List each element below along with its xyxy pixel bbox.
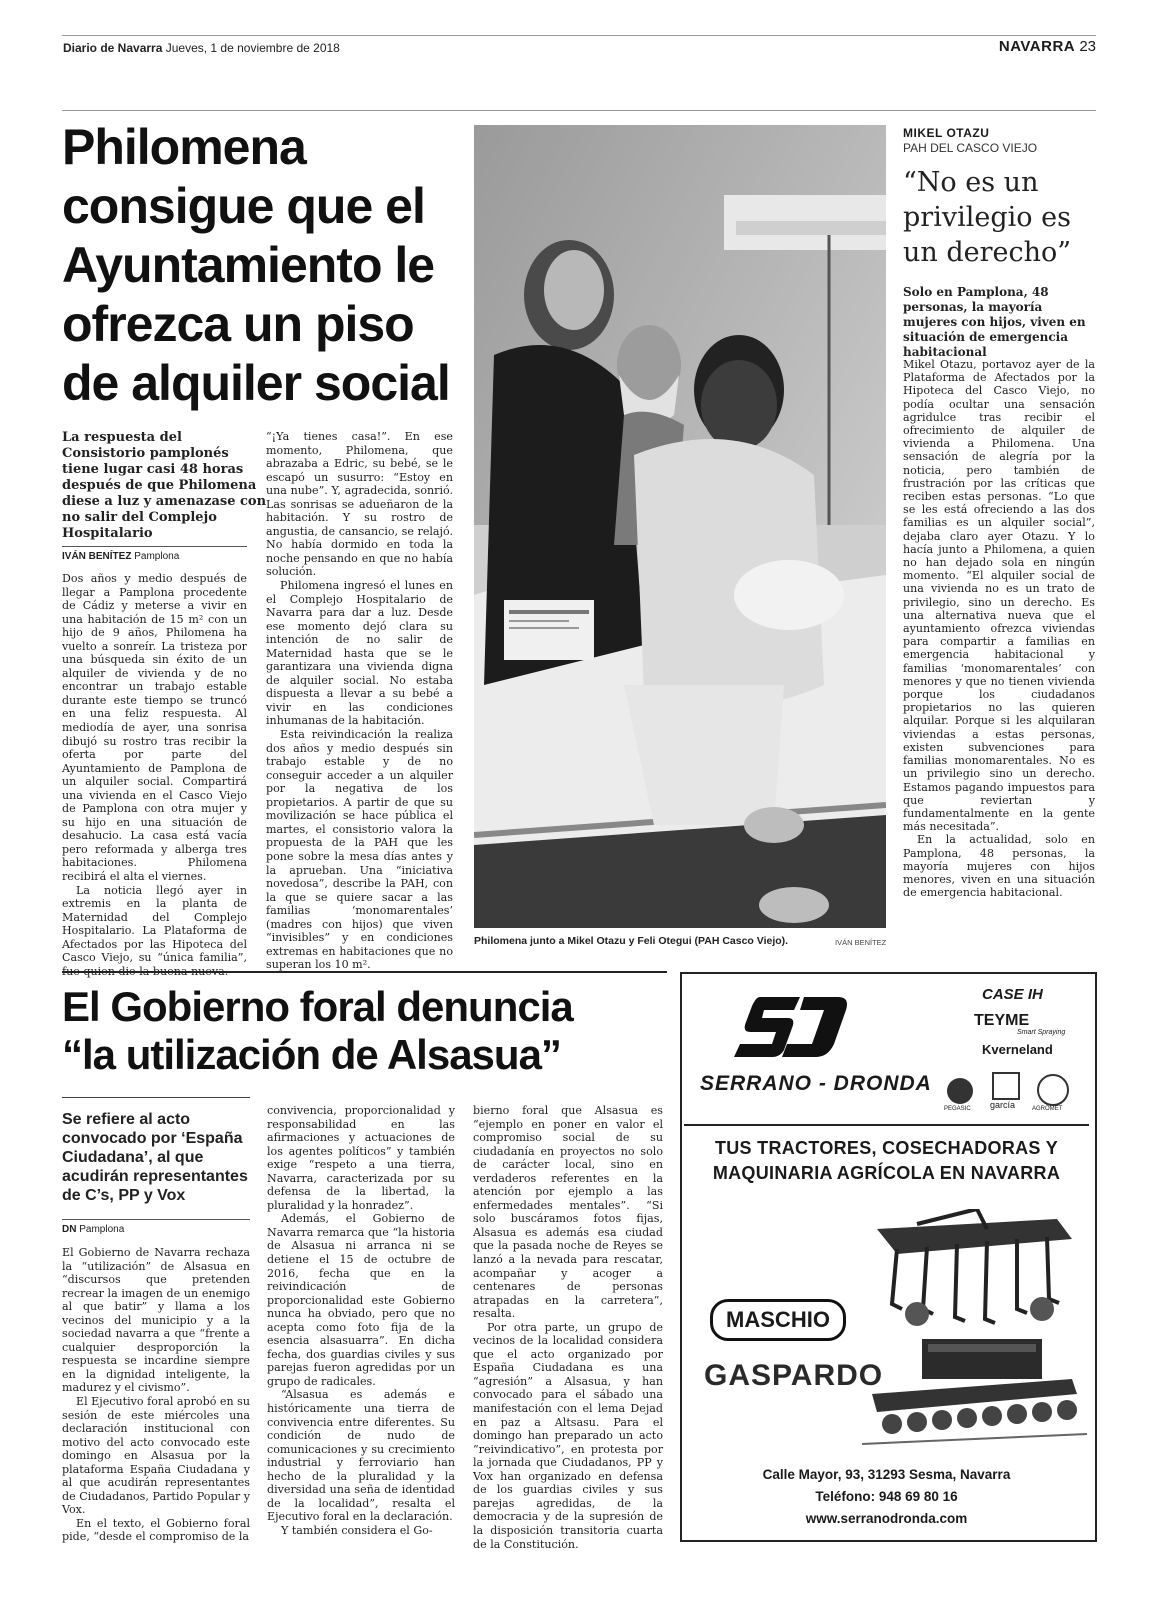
seeder-icon [862, 1334, 1087, 1454]
brand-gaspardo: GASPARDO [704, 1359, 884, 1392]
story1-column-1 [62, 572, 247, 978]
sidebar-quote: “No es un privilegio es un derecho” [903, 167, 1072, 268]
ad-divider [684, 1124, 1089, 1126]
sidebar-name: MIKEL OTAZU [903, 126, 990, 140]
garcia-logo-icon [992, 1072, 1020, 1100]
story1-col2-para: “¡Ya tienes casa!”. En ese momento, Philomena, que abrazaba a Edric, su bebé, se le escapó un susurro: “Estoy en una nube”. Y, agradecida, sonrió. Las sonrisas se adueñaron de la habitación. Y su rostro de angustia, de cansancio, se relajó. No había dormido en toda la noche pensando en que no había solución. [266, 430, 453, 579]
brand-garcia: garcía [990, 1100, 1016, 1110]
advertisement[interactable] [680, 972, 1097, 1542]
story1-dek: La respuesta del Consistorio pamplonés tiene lugar casi 48 horas después de que Philomena diese a luz y amenazase con no salir del Complejo Hospitalario [62, 430, 267, 541]
story2-headline-line: “la utilización de Alsasua” [62, 1031, 561, 1078]
hospital-photo [474, 125, 886, 928]
story2-col2-para: convivencia, proporcionalidad y responsabilidad en las afirmaciones y actuaciones de los agentes políticos” y también exige “respeto a una tierra, Navarra, caracterizada por su defensa de la libertad, la pluralidad y la honradez”. [267, 1104, 455, 1212]
section-divider [62, 971, 667, 973]
seeder-image [862, 1334, 1087, 1454]
story2-col3-para: Por otra parte, un grupo de vecinos de la localidad considera que el acto organizado por España Ciudadana es una “agresión” a Alsasua, y han convocado para el sábado una manifestación con el lema Dejad en paz a Altsasu. Para el domingo han preparado un acto “reivindicativo”, en protesta por la jornada que Ciudadanos, PP y Vox han organizado en defensa de los guardias civiles y sus parejas agredidas, de la democracia y de la supresión de la disposición transitoria cuarta de la Constitución. [473, 1320, 663, 1551]
sidebar-para: Mikel Otazu, portavoz ayer de la Plataforma de Afectados por la Hipoteca del Casco Viejo, no podía ocultar una sensación agridulce tras recibir el ofrecimiento de alquiler de vivienda a Philomena. Una sensación de alegría por la noticia, pero también de frustración por las críticas que reciben estas personas. “Lo que se les está ofreciendo a las dos familias es un alquiler social”, dejaba claro ayer Otazu. Y lo hacía junto a Philomena, a quien no han dejado sola en ningún momento. “El alquiler social de una vivienda no es un trato de privilegio, sino un derecho. Es una alternativa nueva que el ayuntamiento ofrezca viviendas para compartir a familias en emergencia habitacional y familias ‘monomarentales’ con menores y que no tienen vivienda porque los ciudadanos propietarios no las quieren alquilar. Porque si les alquilaran viviendas a estas personas, existen subvenciones para familias monomarentales. No es un privilegio sino un derecho. Estamos pagando impuestos para que reviertan y fundamentalmente en la gente más necesitada”. [903, 358, 1095, 834]
story1-headline: Philomena consigue que el Ayuntamiento le ofrezca un piso de alquiler social [62, 119, 450, 411]
story2-col2-para: “Alsasua es además e históricamente una tierra de convivencia entre diferentes. Su condición de nudo de comunicaciones y su crecimiento industrial y ferroviario han hecho de la pluralidad y la diversidad una seña de identidad de la localidad”, resalta el Ejecutivo foral en la declaración. [267, 1388, 455, 1524]
ad-slogan [682, 1136, 1091, 1186]
story2-headline-line: El Gobierno foral denuncia [62, 983, 573, 1030]
story2-col1-para: El Gobierno de Navarra rechaza la “utilización” de Alsasua en “discursos que pretenden recrear la imagen de un enemigo al que batir” y llama a los vecinos del municipio y a la sociedad navarra a que “frente a cualquier desproporción la respuesta se incardine siempre en la dignidad inteligente, la madurez y el civismo”. [62, 1246, 250, 1395]
story1-byline [62, 551, 179, 562]
story2-byline [62, 1224, 124, 1235]
story2-column-1 [62, 1246, 250, 1544]
ad-address: Calle Mayor, 93, 31293 Sesma, Navarra [762, 1467, 1011, 1482]
issue-date: Jueves, 1 de noviembre de 2018 [165, 41, 340, 55]
page-header [63, 41, 340, 55]
story2-col1-para: En el texto, el Gobierno foral pide, “desde el compromiso de la [62, 1516, 250, 1544]
cultivator-image [857, 1209, 1087, 1329]
story2-headline [62, 983, 662, 1079]
story2-column-3 [473, 1104, 663, 1551]
story-photo [474, 125, 886, 928]
brand-teyme-tagline: Smart Spraying [1017, 1029, 1066, 1036]
story2-column-2 [267, 1104, 455, 1538]
ad-website-link[interactable]: www.serranodronda.com [805, 1511, 968, 1526]
brand-agromet: AGROMET [1032, 1106, 1063, 1112]
brand-pegasic: PEGASIC [944, 1106, 971, 1112]
ad-contact [682, 1464, 1091, 1530]
agromet-logo-icon [1037, 1074, 1069, 1106]
story1-byline-place: Pamplona [134, 551, 180, 562]
story1-byline-name: IVÁN BENÍTEZ [62, 551, 132, 562]
brand-maschio: MASCHIO [710, 1299, 846, 1341]
paper-name: Diario de Navarra [63, 41, 163, 55]
sidebar-dek: Solo en Pamplona, 48 personas, la mayoría mujeres con hijos, viven en situación de emergencia habitacional [903, 285, 1086, 359]
brand-teyme: TEYME [974, 1012, 1030, 1029]
story1-column-2 [266, 430, 453, 972]
story2-byline-name: DN [62, 1224, 77, 1235]
story2-col1-para: El Ejecutivo foral aprobó en su sesión de este miércoles una declaración institucional con motivo del acto convocado este domingo en Alsasua por la plataforma España Ciudadana y al que acudirán representantes de Ciudadanos, Partido Popular y Vox. [62, 1395, 250, 1517]
ad-slogan-line: MAQUINARIA AGRÍCOLA EN NAVARRA [712, 1163, 1061, 1183]
sidebar-para: En la actualidad, solo en Pamplona, 48 personas, la mayoría mujeres con hijos menores, viven en una situación de emergencia habitacional. [903, 833, 1095, 900]
cultivator-icon [857, 1209, 1087, 1329]
photo-caption: Philomena junto a Mikel Otazu y Feli Otegui (PAH Casco Viejo). [474, 935, 789, 947]
story1-col1-para: La noticia llegó ayer in extremis en la planta de Maternidad del Complejo Hospitalario. La Plataforma de Afectados por las Hipoteca del Casco Viejo, su “única familia”, [62, 883, 247, 965]
section-name: NAVARRA [998, 38, 1076, 55]
sd-logo-icon [730, 992, 850, 1062]
header-rule [62, 110, 1096, 111]
byline-rule [62, 546, 247, 547]
story1-col2-para: Esta reivindicación la realiza dos años y medio después sin trabajo estable y de no conseguir acceder a un alquiler por la negativa de los propietarios. A partir de que su movilización se hace pública el martes, el consistorio valora la propuesta de la PAH que les pone sobre la mesa días antes y la aprueban. Una “iniciativa novedosa”, describe la PAH, con la que se quiere sacar a las familias ‘monomarentales’ (madres con hijos) que viven “invisibles” y en condiciones extremas en habitaciones que no superan los 10 m². [266, 728, 453, 972]
story2-dek-rule [62, 1097, 250, 1098]
page-number: 23 [1079, 38, 1096, 55]
brand-kverneland: Kverneland [982, 1042, 1053, 1057]
story2-col2-para: Además, el Gobierno de Navarra remarca que “la historia de Alsasua ni arranca ni se detiene el 15 de octubre de 2016, fecha que en la reivindicación de proporcionalidad este Gobierno nunca ha obviado, pero que no acepta como foto fija de la esencia alsasuarra”. En dicha fecha, dos guardias civiles y sus parejas fueron agredidas por un grupo de radicales. [267, 1212, 455, 1388]
story2-dek: Se refiere al acto convocado por ‘España Ciudadana’, al que acudirán representantes de C’s, PP y Vox [62, 1111, 248, 1204]
ad-phone: Teléfono: 948 69 80 16 [815, 1489, 958, 1504]
story1-col1-para: Dos años y medio después de llegar a Pamplona procedente de Cádiz y meterse a vivir en una habitación de 15 m² con un hijo de 9 años, Philomena ha vuelto a sonreír. La tristeza por una búsqueda sin éxito de un alquiler de vivienda y de no encontrar un trabajo estable durante este tiempo se truncó en una feliz respuesta. Al mediodía de ayer, una sonrisa dibujó su rostro tras recibir la oferta por parte del Ayuntamiento de Pamplona de un alquiler social. Compartirá una vivienda en el Casco Viejo de Pamplona con otra mujer y su hijo en una situación de desahucio. La casa está vacía pero reformada y alberga tres habitaciones. Philomena recibirá el alta el viernes. [62, 572, 247, 884]
sidebar-role: PAH DEL CASCO VIEJO [903, 141, 1038, 155]
story2-col3-para: bierno foral que Alsasua es “ejemplo en poner en valor el compromiso social de su ciudadanía en proyectos no solo de carácter local, sino en verdaderos referentes en la atención por ejemplo a las enfermedades mentales”. “Si solo buscáramos fotos fijas, Alsasua es además esa ciudad que la pasada noche de Reyes se lanzó a la nevada para rescatar, acompañar y acoger a centenares de personas atrapadas en la carretera”, resalta. [473, 1104, 663, 1321]
story2-col2-para: Y también considera el Go- [281, 1523, 433, 1537]
brand-case: CASE IH [982, 986, 1043, 1003]
section-header [999, 38, 1096, 55]
story2-byline-rule [62, 1219, 250, 1220]
pegasic-logo-icon [947, 1078, 973, 1104]
sd-logo [730, 992, 850, 1062]
top-rule [62, 35, 1096, 36]
story1-col2-para: Philomena ingresó el lunes en el Complejo Hospitalario de Navarra para dar a luz. Desde ese momento dejó clara su intención de no salir de Maternidad hasta que se le garantizara una vivienda digna de alquiler social. No estaba dispuesta a llevar a su bebé a vivir en las condiciones inhumanas de la habitación. [266, 579, 453, 728]
story2-byline-place: Pamplona [79, 1224, 125, 1235]
ad-slogan-line: TUS TRACTORES, COSECHADORAS Y [714, 1138, 1059, 1158]
sidebar-body [903, 358, 1095, 899]
photo-credit: IVÁN BENÍTEZ [835, 938, 887, 947]
company-name: SERRANO - DRONDA [700, 1072, 932, 1095]
